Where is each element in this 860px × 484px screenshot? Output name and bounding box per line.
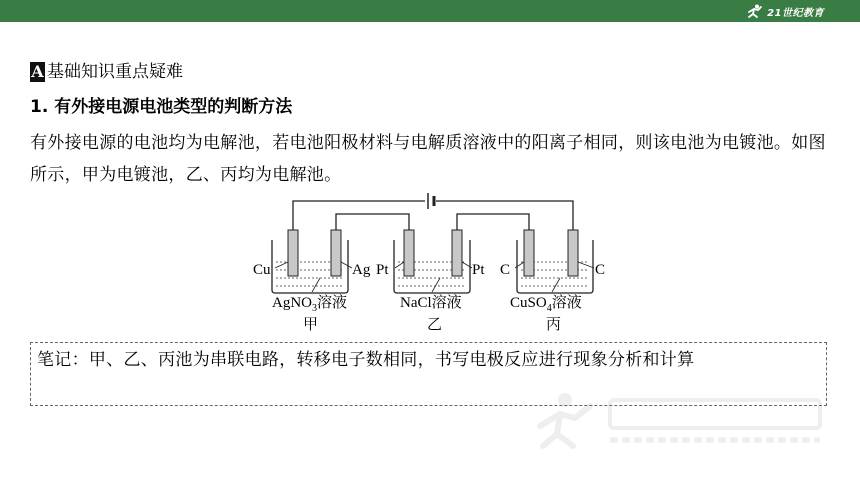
section-badge: A xyxy=(31,62,44,81)
solution-agno3: AgNO$_3$溶液 xyxy=(272,295,348,314)
cell-name-bing: 丙 xyxy=(546,317,562,333)
label-c-left: C xyxy=(500,262,511,278)
explanation-paragraph: 有外接电源的电池均为电解池，若电池阳极材料与电解质溶液中的阳离子相同，则该电池为电镀池。如图所示，甲为电镀池，乙、丙均为电解池。 xyxy=(30,133,826,185)
electrode-pt-right xyxy=(452,230,462,276)
solution-cuso4: CuSO$_4$溶液 xyxy=(510,295,582,314)
electrode-c-right xyxy=(568,230,578,276)
label-pt-right: Pt xyxy=(472,262,485,278)
label-cu: Cu xyxy=(253,262,271,278)
cell-jia xyxy=(253,230,371,333)
brand-text: 21世纪教育 xyxy=(767,7,824,19)
cell-name-yi: 乙 xyxy=(427,317,443,333)
electrode-cu xyxy=(288,230,298,276)
solution-nacl: NaCl溶液 xyxy=(400,295,462,311)
electrode-pt-left xyxy=(404,230,414,276)
cell-bing xyxy=(500,230,605,333)
label-pt-left: Pt xyxy=(376,262,389,278)
section-title: 基础知识重点疑难 xyxy=(47,62,183,82)
electrode-c-left xyxy=(524,230,534,276)
cell-yi xyxy=(376,230,485,333)
electrode-ag xyxy=(331,230,341,276)
cell-name-jia: 甲 xyxy=(303,317,319,333)
watermark-logo-icon xyxy=(535,386,835,456)
method-subheading: 1. 有外接电源电池类型的判断方法 xyxy=(30,97,293,117)
battery-icon xyxy=(428,193,434,209)
note-box: 笔记：甲、乙、丙池为串联电路，转移电子数相同，书写电极反应进行现象分析和计算 xyxy=(30,342,827,406)
label-ag: Ag xyxy=(352,262,371,278)
label-c-right: C xyxy=(595,262,606,278)
